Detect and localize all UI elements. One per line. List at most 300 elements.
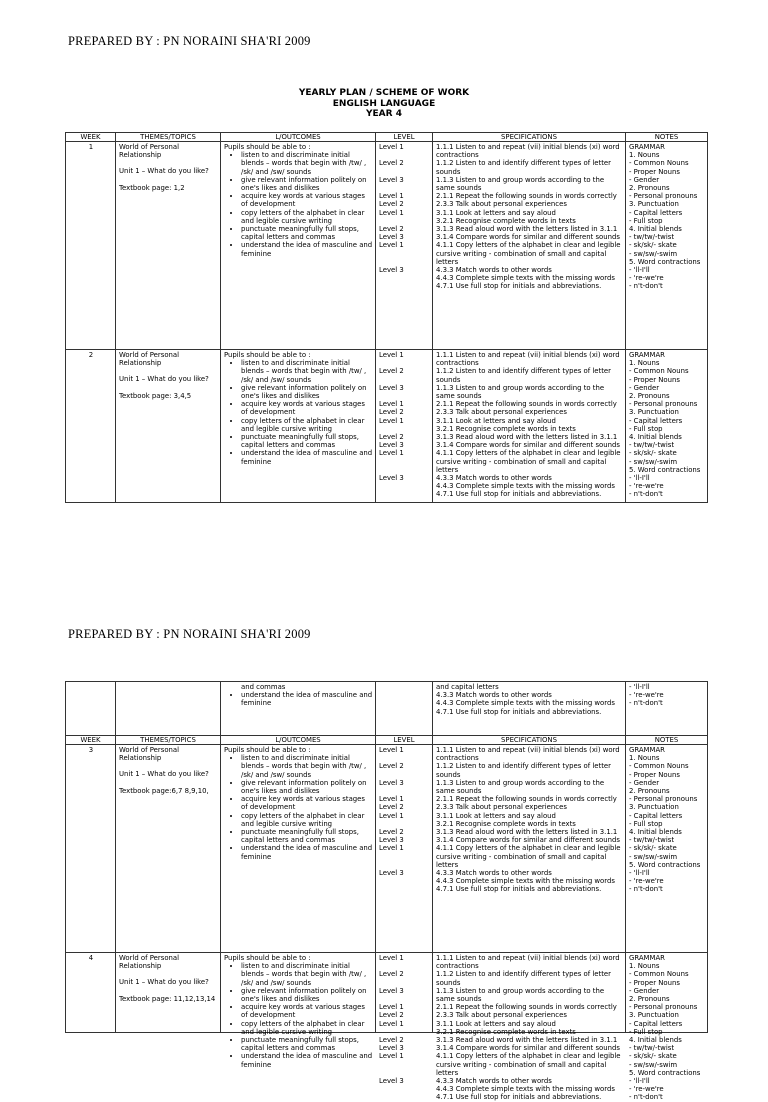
level-label: Level 2	[379, 827, 404, 836]
note-item: - Capital letters	[629, 1019, 683, 1028]
note-item: 3. Punctuation	[629, 200, 679, 209]
unit-title: Unit 1 – What do you like?	[119, 375, 209, 384]
note-item: - 're-we're	[629, 482, 664, 491]
note-item: - 'll-I'll	[629, 1077, 650, 1086]
scheme-table-page-1	[65, 132, 708, 503]
level-label	[379, 995, 430, 1003]
level-label	[379, 217, 430, 225]
title-line-2: ENGLISH LANGUAGE	[332, 98, 436, 109]
note-item: - 're-we're	[629, 274, 664, 283]
spec-item: 1.1.2 Listen to and identify different types of letter sounds	[436, 970, 612, 987]
cell-clip	[119, 954, 218, 1003]
level-label	[379, 861, 430, 869]
level-label: Level 1	[379, 351, 404, 359]
note-item: - sw/sw/-swim	[629, 249, 678, 258]
level-label: Level 1	[379, 449, 404, 458]
spec-item: 4.7.1 Use full stop for initials and abbreviations.	[436, 490, 602, 499]
cont-spec: 4.3.3 Match words to other words	[436, 691, 552, 700]
level-cell	[376, 745, 433, 953]
table-row	[66, 745, 708, 953]
level-label: Level 1	[379, 143, 404, 151]
level-label	[379, 376, 430, 384]
cell-clip	[629, 954, 705, 1102]
spec-item: 2.1.1 Repeat the following sounds in words correctly	[436, 400, 617, 409]
outcomes-list	[224, 962, 373, 1069]
note-item: 1. Nouns	[629, 151, 660, 160]
spec-item: 3.2.1 Recognise complete words in texts	[436, 819, 576, 828]
header-themes: THEMES/TOPICS	[116, 736, 221, 745]
cell-clip	[224, 954, 373, 1069]
note-item: 1. Nouns	[629, 359, 660, 368]
spec-item: 2.3.3 Talk about personal experiences	[436, 408, 567, 417]
page-1	[0, 0, 768, 520]
note-item: 3. Punctuation	[629, 803, 679, 812]
outcomes-list	[224, 754, 373, 861]
outcomes-intro: Pupils should be able to :	[224, 954, 311, 962]
note-item: - sk/sk/- skate	[629, 1052, 677, 1061]
level-label: Level 2	[379, 1035, 404, 1044]
scheme-table-page-2	[65, 681, 708, 1102]
header-notes: NOTES	[626, 133, 708, 142]
spec-item: 2.3.3 Talk about personal experiences	[436, 1011, 567, 1020]
spec-item: 3.1.4 Compare words for similar and different sounds	[436, 1044, 620, 1053]
level-label	[379, 1069, 430, 1077]
spec-item: 1.1.1 Listen to and repeat (vii) initial blends (xi) word contractions	[436, 351, 620, 368]
prepared-by-header: PREPARED BY : PN NORAINI SHA'RI 2009	[68, 627, 311, 641]
spec-item: 4.4.3 Complete simple texts with the missing words	[436, 1085, 615, 1094]
cont-level-cell	[376, 682, 433, 736]
spec-item: 4.1.1 Copy letters of the alphabet in clear and legible cursive writing - combination of small and capital letters	[436, 1052, 621, 1077]
level-label	[379, 979, 430, 987]
level-label: Level 2	[379, 200, 404, 209]
level-label: Level 2	[379, 432, 404, 441]
level-cell	[376, 142, 433, 350]
level-label: Level 2	[379, 1011, 404, 1020]
spec-item: 1.1.3 Listen to and group words according to the same sounds	[436, 383, 605, 401]
level-label	[379, 820, 430, 828]
document-title	[0, 88, 768, 120]
spec-item: 4.7.1 Use full stop for initials and abbreviations.	[436, 282, 602, 291]
level-label: Level 3	[379, 233, 404, 242]
level-label: Level 3	[379, 868, 404, 877]
note-item: - Proper Nouns	[629, 770, 680, 779]
header-specifications: SPECIFICATIONS	[433, 133, 626, 142]
note-item: - tw/tw/-twist	[629, 1044, 675, 1053]
cell-clip	[224, 351, 373, 466]
spec-item: 3.1.4 Compare words for similar and different sounds	[436, 836, 620, 845]
note-item: GRAMMAR	[629, 746, 665, 754]
level-label: Level 1	[379, 416, 404, 425]
title-line-3: YEAR 4	[366, 109, 402, 119]
cell-clip	[436, 954, 623, 1102]
level-cell	[376, 953, 433, 1085]
note-item: - n't-don't	[629, 490, 663, 499]
note-item: 3. Punctuation	[629, 1011, 679, 1020]
spec-item: 1.1.3 Listen to and group words according to the same sounds	[436, 778, 605, 796]
outcome-item: • listen to and discriminate initial blends – words that begin with /tw/ , /sk/ and /sw/ sounds	[241, 754, 373, 779]
note-item: 2. Pronouns	[629, 787, 670, 796]
level-label: Level 3	[379, 986, 404, 995]
notes-cell	[626, 142, 708, 350]
note-item: - Common Nouns	[629, 367, 689, 376]
level-label: Level 1	[379, 1052, 404, 1061]
level-label: Level 1	[379, 241, 404, 250]
theme-cell	[116, 350, 221, 503]
note-item: - sw/sw/-swim	[629, 457, 678, 466]
note-item: - 're-we're	[629, 1085, 664, 1094]
outcome-item: • acquire key words at various stages of development	[241, 400, 373, 416]
note-item: - sw/sw/-swim	[629, 852, 678, 861]
level-label: Level 3	[379, 836, 404, 845]
level-label: Level 1	[379, 795, 404, 804]
level-label: Level 1	[379, 1003, 404, 1012]
week-cell	[66, 142, 116, 350]
level-label	[379, 249, 430, 257]
cont-spec: 4.7.1 Use full stop for initials and abbreviations.	[436, 707, 602, 716]
level-label	[379, 1060, 430, 1068]
table-row	[66, 953, 708, 1033]
outcomes-intro: Pupils should be able to :	[224, 351, 311, 359]
spec-item: 1.1.1 Listen to and repeat (vii) initial blends (xi) word contractions	[436, 954, 620, 971]
level-label: Level 2	[379, 367, 404, 376]
note-item: - Gender	[629, 383, 660, 392]
theme-cell	[116, 142, 221, 350]
level-label: Level 2	[379, 970, 404, 979]
note-item: - sk/sk/- skate	[629, 844, 677, 853]
week-cell	[66, 350, 116, 503]
note-item: 3. Punctuation	[629, 408, 679, 417]
note-item: - sk/sk/- skate	[629, 449, 677, 458]
unit-title: Unit 1 – What do you like?	[119, 167, 209, 176]
note-item: 4. Initial blends	[629, 1036, 682, 1045]
cont-spec: and capital letters	[436, 683, 499, 691]
note-item: GRAMMAR	[629, 954, 665, 962]
outcome-item: • acquire key words at various stages of development	[241, 795, 373, 811]
outcome-item: • understand the idea of masculine and feminine	[241, 241, 373, 257]
cont-theme-cell	[116, 682, 221, 736]
spec-item: 4.1.1 Copy letters of the alphabet in clear and legible cursive writing - combination of small and capital letters	[436, 241, 621, 266]
week-number: 2	[88, 351, 94, 359]
note-item: 2. Pronouns	[629, 995, 670, 1004]
level-label: Level 1	[379, 811, 404, 820]
spec-item: 1.1.2 Listen to and identify different types of letter sounds	[436, 159, 612, 176]
spec-item: 1.1.1 Listen to and repeat (vii) initial blends (xi) word contractions	[436, 746, 620, 763]
note-item: 5. Word contractions	[629, 257, 701, 266]
note-item: - 'll-I'll	[629, 474, 650, 483]
note-item: 2. Pronouns	[629, 392, 670, 401]
note-item: - Capital letters	[629, 811, 683, 820]
notes-cell	[626, 350, 708, 503]
level-label	[379, 425, 430, 433]
spec-item: 4.3.3 Match words to other words	[436, 1077, 552, 1086]
spec-item: 3.2.1 Recognise complete words in texts	[436, 1027, 576, 1036]
spec-item: 4.3.3 Match words to other words	[436, 266, 552, 275]
spec-item: 3.1.3 Read aloud word with the letters listed in 3.1.1	[436, 828, 618, 837]
outcome-item: • copy letters of the alphabet in clear and legible cursive writing	[241, 417, 373, 433]
theme-title: World of Personal Relationship	[119, 954, 180, 971]
spec-item: 2.1.1 Repeat the following sounds in words correctly	[436, 1003, 617, 1012]
level-label: Level 1	[379, 954, 404, 962]
note-item: - Personal pronouns	[629, 1003, 698, 1012]
level-label: Level 2	[379, 762, 404, 771]
note-item: - n't-don't	[629, 282, 663, 291]
spacer	[119, 987, 218, 995]
note-item: - Personal pronouns	[629, 400, 698, 409]
spec-item: 3.1.3 Read aloud word with the letters listed in 3.1.1	[436, 225, 618, 234]
note-item: - n't-don't	[629, 1093, 663, 1102]
note-item: 4. Initial blends	[629, 433, 682, 442]
cont-spec: 4.4.3 Complete simple texts with the missing words	[436, 699, 615, 708]
cont-spec-cell	[433, 682, 626, 736]
theme-cell	[116, 953, 221, 1033]
note-item: - Proper Nouns	[629, 978, 680, 987]
outcome-item: • punctuate meaningfully full stops, capital letters and commas	[241, 828, 373, 844]
outcomes-cell	[221, 350, 376, 503]
note-item: - n't-don't	[629, 885, 663, 894]
note-item: - 'll-I'll	[629, 869, 650, 878]
outcome-item: • copy letters of the alphabet in clear and legible cursive writing	[241, 1020, 373, 1036]
table-row	[66, 142, 708, 350]
spec-item: 3.1.4 Compare words for similar and different sounds	[436, 441, 620, 450]
spec-item: 4.4.3 Complete simple texts with the missing words	[436, 877, 615, 886]
level-label: Level 3	[379, 1044, 404, 1053]
spacer	[119, 384, 218, 392]
spec-cell	[433, 953, 626, 1102]
spec-item: 4.1.1 Copy letters of the alphabet in clear and legible cursive writing - combination of small and capital letters	[436, 449, 621, 474]
note-item: - tw/tw/-twist	[629, 441, 675, 450]
continuation-row	[66, 682, 708, 736]
outcomes-intro: Pupils should be able to :	[224, 143, 311, 151]
spacer	[119, 779, 218, 787]
unit-title: Unit 1 – What do you like?	[119, 978, 209, 987]
spec-cell	[433, 350, 626, 503]
level-label: Level 1	[379, 192, 404, 201]
outcomes-cell	[221, 953, 376, 1069]
note-item: 1. Nouns	[629, 962, 660, 971]
note-item: - Full stop	[629, 1027, 663, 1036]
note-item: - Gender	[629, 986, 660, 995]
level-label	[379, 392, 430, 400]
table-header-row	[66, 133, 708, 142]
outcome-item: • copy letters of the alphabet in clear and legible cursive writing	[241, 209, 373, 225]
level-label: Level 2	[379, 408, 404, 417]
spec-cell	[433, 142, 626, 350]
spec-item: 1.1.3 Listen to and group words according to the same sounds	[436, 986, 605, 1004]
cell-clip	[379, 954, 430, 1085]
spec-item: 4.4.3 Complete simple texts with the missing words	[436, 482, 615, 491]
note-item: - Personal pronouns	[629, 795, 698, 804]
spacer	[119, 970, 218, 978]
outcome-item: • acquire key words at various stages of development	[241, 1003, 373, 1019]
week-cell	[66, 745, 116, 953]
cell-clip	[379, 351, 430, 482]
header-specifications: SPECIFICATIONS	[433, 736, 626, 745]
cont-notes-cell	[626, 682, 708, 736]
spacer	[119, 159, 218, 167]
level-label: Level 3	[379, 441, 404, 450]
level-label: Level 3	[379, 1076, 404, 1085]
outcomes-cell	[221, 745, 376, 953]
note-item: - Common Nouns	[629, 970, 689, 979]
spec-item: 1.1.2 Listen to and identify different types of letter sounds	[436, 367, 612, 384]
outcomes-cell	[221, 142, 376, 350]
outcome-item: • give relevant information politely on one's likes and dislikes	[241, 987, 373, 1003]
theme-cell	[116, 745, 221, 953]
level-label: Level 3	[379, 473, 404, 482]
outcome-item: • understand the idea of masculine and feminine	[241, 449, 373, 465]
header-level: LEVEL	[376, 133, 433, 142]
theme-title: World of Personal Relationship	[119, 351, 180, 368]
outcome-item: • punctuate meaningfully full stops, capital letters and commas	[241, 1036, 373, 1052]
note-item: - Full stop	[629, 216, 663, 225]
outcome-item: • punctuate meaningfully full stops, capital letters and commas	[241, 433, 373, 449]
note-item: - Proper Nouns	[629, 375, 680, 384]
header-themes: THEMES/TOPICS	[116, 133, 221, 142]
header-notes: NOTES	[626, 736, 708, 745]
theme-title: World of Personal Relationship	[119, 143, 180, 160]
outcome-item: • acquire key words at various stages of development	[241, 192, 373, 208]
spec-item: 3.1.3 Read aloud word with the letters listed in 3.1.1	[436, 433, 618, 442]
level-label: Level 1	[379, 1019, 404, 1028]
spec-item: 3.1.1 Look at letters and say aloud	[436, 208, 556, 217]
note-item: 4. Initial blends	[629, 225, 682, 234]
spec-item: 3.2.1 Recognise complete words in texts	[436, 216, 576, 225]
note-item: - Capital letters	[629, 208, 683, 217]
week-cell	[66, 953, 116, 1033]
spec-item: 3.1.1 Look at letters and say aloud	[436, 811, 556, 820]
outcomes-list	[224, 359, 373, 466]
note-item: - 'll-I'll	[629, 266, 650, 275]
spec-cell	[433, 745, 626, 953]
spec-item: 2.3.3 Talk about personal experiences	[436, 803, 567, 812]
spec-item: 3.1.4 Compare words for similar and different sounds	[436, 233, 620, 242]
textbook-pages: Textbook page: 1,2	[119, 183, 185, 192]
level-label	[379, 359, 430, 367]
note-item: 4. Initial blends	[629, 828, 682, 837]
note-item: - Full stop	[629, 424, 663, 433]
outcome-item: • listen to and discriminate initial blends – words that begin with /tw/ , /sk/ and /sw/ sounds	[241, 359, 373, 384]
spec-item: 4.7.1 Use full stop for initials and abbreviations.	[436, 885, 602, 894]
cont-outcomes-cell	[221, 682, 376, 736]
spec-item: 2.1.1 Repeat the following sounds in words correctly	[436, 192, 617, 201]
outcome-item: • give relevant information politely on one's likes and dislikes	[241, 779, 373, 795]
week-number: 3	[88, 746, 94, 754]
title-line-1: YEARLY PLAN / SCHEME OF WORK	[298, 88, 470, 98]
note-item: - 're-we're	[629, 877, 664, 886]
level-label: Level 2	[379, 224, 404, 233]
note-item: 2. Pronouns	[629, 184, 670, 193]
spec-item: 4.3.3 Match words to other words	[436, 474, 552, 483]
textbook-pages: Textbook page: 3,4,5	[119, 391, 192, 400]
theme-title: World of Personal Relationship	[119, 746, 180, 763]
note-item: 5. Word contractions	[629, 465, 701, 474]
textbook-pages: Textbook page:6,7 8,9,10,	[119, 786, 209, 795]
spec-item: 4.4.3 Complete simple texts with the missing words	[436, 274, 615, 283]
note-item: - tw/tw/-twist	[629, 233, 675, 242]
outcome-item: • understand the idea of masculine and feminine	[241, 1052, 373, 1068]
cell-clip	[119, 351, 218, 400]
level-label: Level 3	[379, 383, 404, 392]
note-item: - Proper Nouns	[629, 167, 680, 176]
outcome-item: • give relevant information politely on one's likes and dislikes	[241, 176, 373, 192]
prepared-by-header: PREPARED BY : PN NORAINI SHA'RI 2009	[68, 34, 311, 48]
table-row	[66, 350, 708, 503]
cont-outcome-text: and commas	[241, 683, 286, 691]
level-label: Level 3	[379, 175, 404, 184]
level-label	[379, 151, 430, 159]
header-outcomes: L/OUTCOMES	[221, 736, 376, 745]
spec-item: 1.1.2 Listen to and identify different types of letter sounds	[436, 762, 612, 779]
note-item: GRAMMAR	[629, 351, 665, 359]
level-label: Level 2	[379, 803, 404, 812]
textbook-pages: Textbook page: 11,12,13,14	[119, 994, 216, 1003]
spec-item: 4.3.3 Match words to other words	[436, 869, 552, 878]
level-label: Level 1	[379, 400, 404, 409]
level-label	[379, 184, 430, 192]
page-2	[0, 600, 768, 1102]
outcomes-list	[224, 151, 373, 258]
outcomes-intro: Pupils should be able to :	[224, 746, 311, 754]
note-item: 5. Word contractions	[629, 860, 701, 869]
outcome-item: • give relevant information politely on one's likes and dislikes	[241, 384, 373, 400]
level-label	[379, 457, 430, 465]
cell-clip	[629, 351, 705, 499]
level-label: Level 3	[379, 778, 404, 787]
spec-item: 3.2.1 Recognise complete words in texts	[436, 424, 576, 433]
notes-cell	[626, 953, 708, 1102]
spec-item: 4.7.1 Use full stop for initials and abbreviations.	[436, 1093, 602, 1102]
level-label	[379, 962, 430, 970]
level-label	[379, 852, 430, 860]
cont-week-cell	[66, 682, 116, 736]
cont-note: - n't-don't	[629, 699, 663, 708]
spec-item: 3.1.1 Look at letters and say aloud	[436, 1019, 556, 1028]
header-week: WEEK	[66, 133, 116, 142]
note-item: - tw/tw/-twist	[629, 836, 675, 845]
level-label	[379, 258, 430, 266]
cont-outcome-item: • understand the idea of masculine and feminine	[241, 691, 373, 707]
table-header-row	[66, 736, 708, 745]
level-label: Level 3	[379, 265, 404, 274]
level-label	[379, 466, 430, 474]
level-label	[379, 787, 430, 795]
spec-item: 4.1.1 Copy letters of the alphabet in clear and legible cursive writing - combination of small and capital letters	[436, 844, 621, 869]
note-item: - sw/sw/-swim	[629, 1060, 678, 1069]
note-item: - Common Nouns	[629, 762, 689, 771]
week-number: 4	[88, 954, 94, 962]
spec-item: 3.1.3 Read aloud word with the letters listed in 3.1.1	[436, 1036, 618, 1045]
outcome-item: • copy letters of the alphabet in clear and legible cursive writing	[241, 812, 373, 828]
note-item: - Gender	[629, 778, 660, 787]
note-item: - Personal pronouns	[629, 192, 698, 201]
note-item: - Gender	[629, 175, 660, 184]
header-week: WEEK	[66, 736, 116, 745]
cell-clip	[436, 351, 623, 499]
level-cell	[376, 350, 433, 503]
spec-item: 1.1.1 Listen to and repeat (vii) initial blends (xi) word contractions	[436, 143, 620, 160]
note-item: 5. Word contractions	[629, 1068, 701, 1077]
week-number: 1	[88, 143, 94, 151]
note-item: - Capital letters	[629, 416, 683, 425]
spacer	[119, 367, 218, 375]
header-outcomes: L/OUTCOMES	[221, 133, 376, 142]
outcome-item: • punctuate meaningfully full stops, capital letters and commas	[241, 225, 373, 241]
level-label: Level 2	[379, 159, 404, 168]
note-item: GRAMMAR	[629, 143, 665, 151]
outcome-item: • listen to and discriminate initial blends – words that begin with /tw/ , /sk/ and /sw/ sounds	[241, 962, 373, 987]
spacer	[119, 176, 218, 184]
note-item: - Common Nouns	[629, 159, 689, 168]
